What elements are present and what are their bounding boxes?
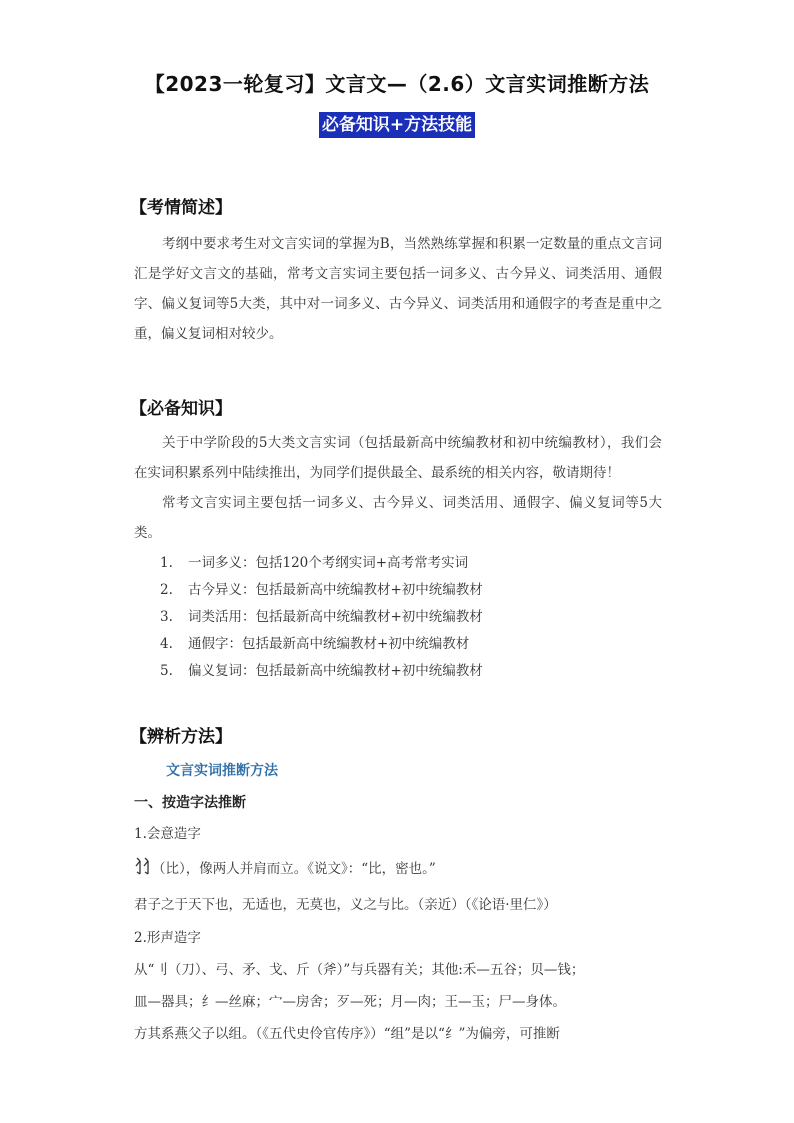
- list-item: 4. 通假字：包括最新高中统编教材+初中统编教材: [160, 636, 470, 652]
- document-title: 【2023一轮复习】文言文—（2.6）文言实词推断方法: [144, 72, 650, 96]
- kaoqing-paragraph: 考纲中要求考生对文言实词的掌握为B，当然熟练掌握和积累一定数量的重点文言词汇是学好文言文的基础，常考文言实词主要包括一词多义、古今异义、词类活用、通假字、偏义复词等5大类，其中对一词多义、古今异义、词类活用和通假字的考查是重中之重，偏义复词相对较少。: [134, 236, 662, 342]
- section-heading-jiexi: 【辨析方法】: [130, 727, 232, 747]
- bibei-paragraph-2: 常考文言实词主要包括一词多义、古今异义、词类活用、通假字、偏义复词等5大类。: [134, 495, 662, 541]
- list-item: 1. 一词多义：包括120个考纲实词+高考常考实词: [160, 555, 469, 571]
- method-title: 文言实词推断方法: [166, 763, 278, 779]
- list-item: 5. 偏义复词：包括最新高中统编教材+初中统编教材: [160, 663, 483, 679]
- section-heading-bibei: 【必备知识】: [130, 399, 232, 419]
- line-wudaishi-example: 方其系燕父子以组。（《五代史伶官传序》）“组”是以“纟”为偏旁，可推断: [134, 1026, 560, 1042]
- line-radicals-1: 从“刂（刀）、弓、矛、戈、斤（斧）”与兵器有关；其他:禾—五谷；贝—钱；: [134, 962, 585, 978]
- sub-heading-zaozifa: 一、按造字法推断: [134, 795, 246, 811]
- list-item: 3. 词类活用：包括最新高中统编教材+初中统编教材: [160, 609, 483, 625]
- point-xingsheng: 2.形声造字: [134, 930, 201, 946]
- subtitle-wrap: [0, 112, 794, 138]
- bibei-paragraph-1: 关于中学阶段的5大类文言实词（包括最新高中统编教材和初中统编教材），我们会在实词积累系列中陆续推出，为同学们提供最全、最系统的相关内容，敬请期待！: [134, 435, 662, 481]
- seal-script-bi-icon: [134, 856, 152, 876]
- point-huiyi: 1.会意造字: [134, 826, 201, 842]
- line-radicals-2: 皿—器具；纟—丝麻；宀—房舍；歹—死；月—肉；王—玉；尸—身体。: [134, 994, 566, 1010]
- subtitle-banner: 必备知识+方法技能: [319, 112, 475, 138]
- list-item: 2. 古今异义：包括最新高中统编教材+初中统编教材: [160, 582, 483, 598]
- line-lunyu-example: 君子之于天下也，无适也，无莫也，义之与比。（亲近）（《论语·里仁》）: [134, 897, 557, 913]
- word-category-list: [160, 550, 483, 685]
- section-heading-kaoqing: 【考情简述】: [130, 198, 232, 218]
- line-bi-explanation: （比），像两人并肩而立。《说文》：“比，密也。”: [134, 856, 436, 877]
